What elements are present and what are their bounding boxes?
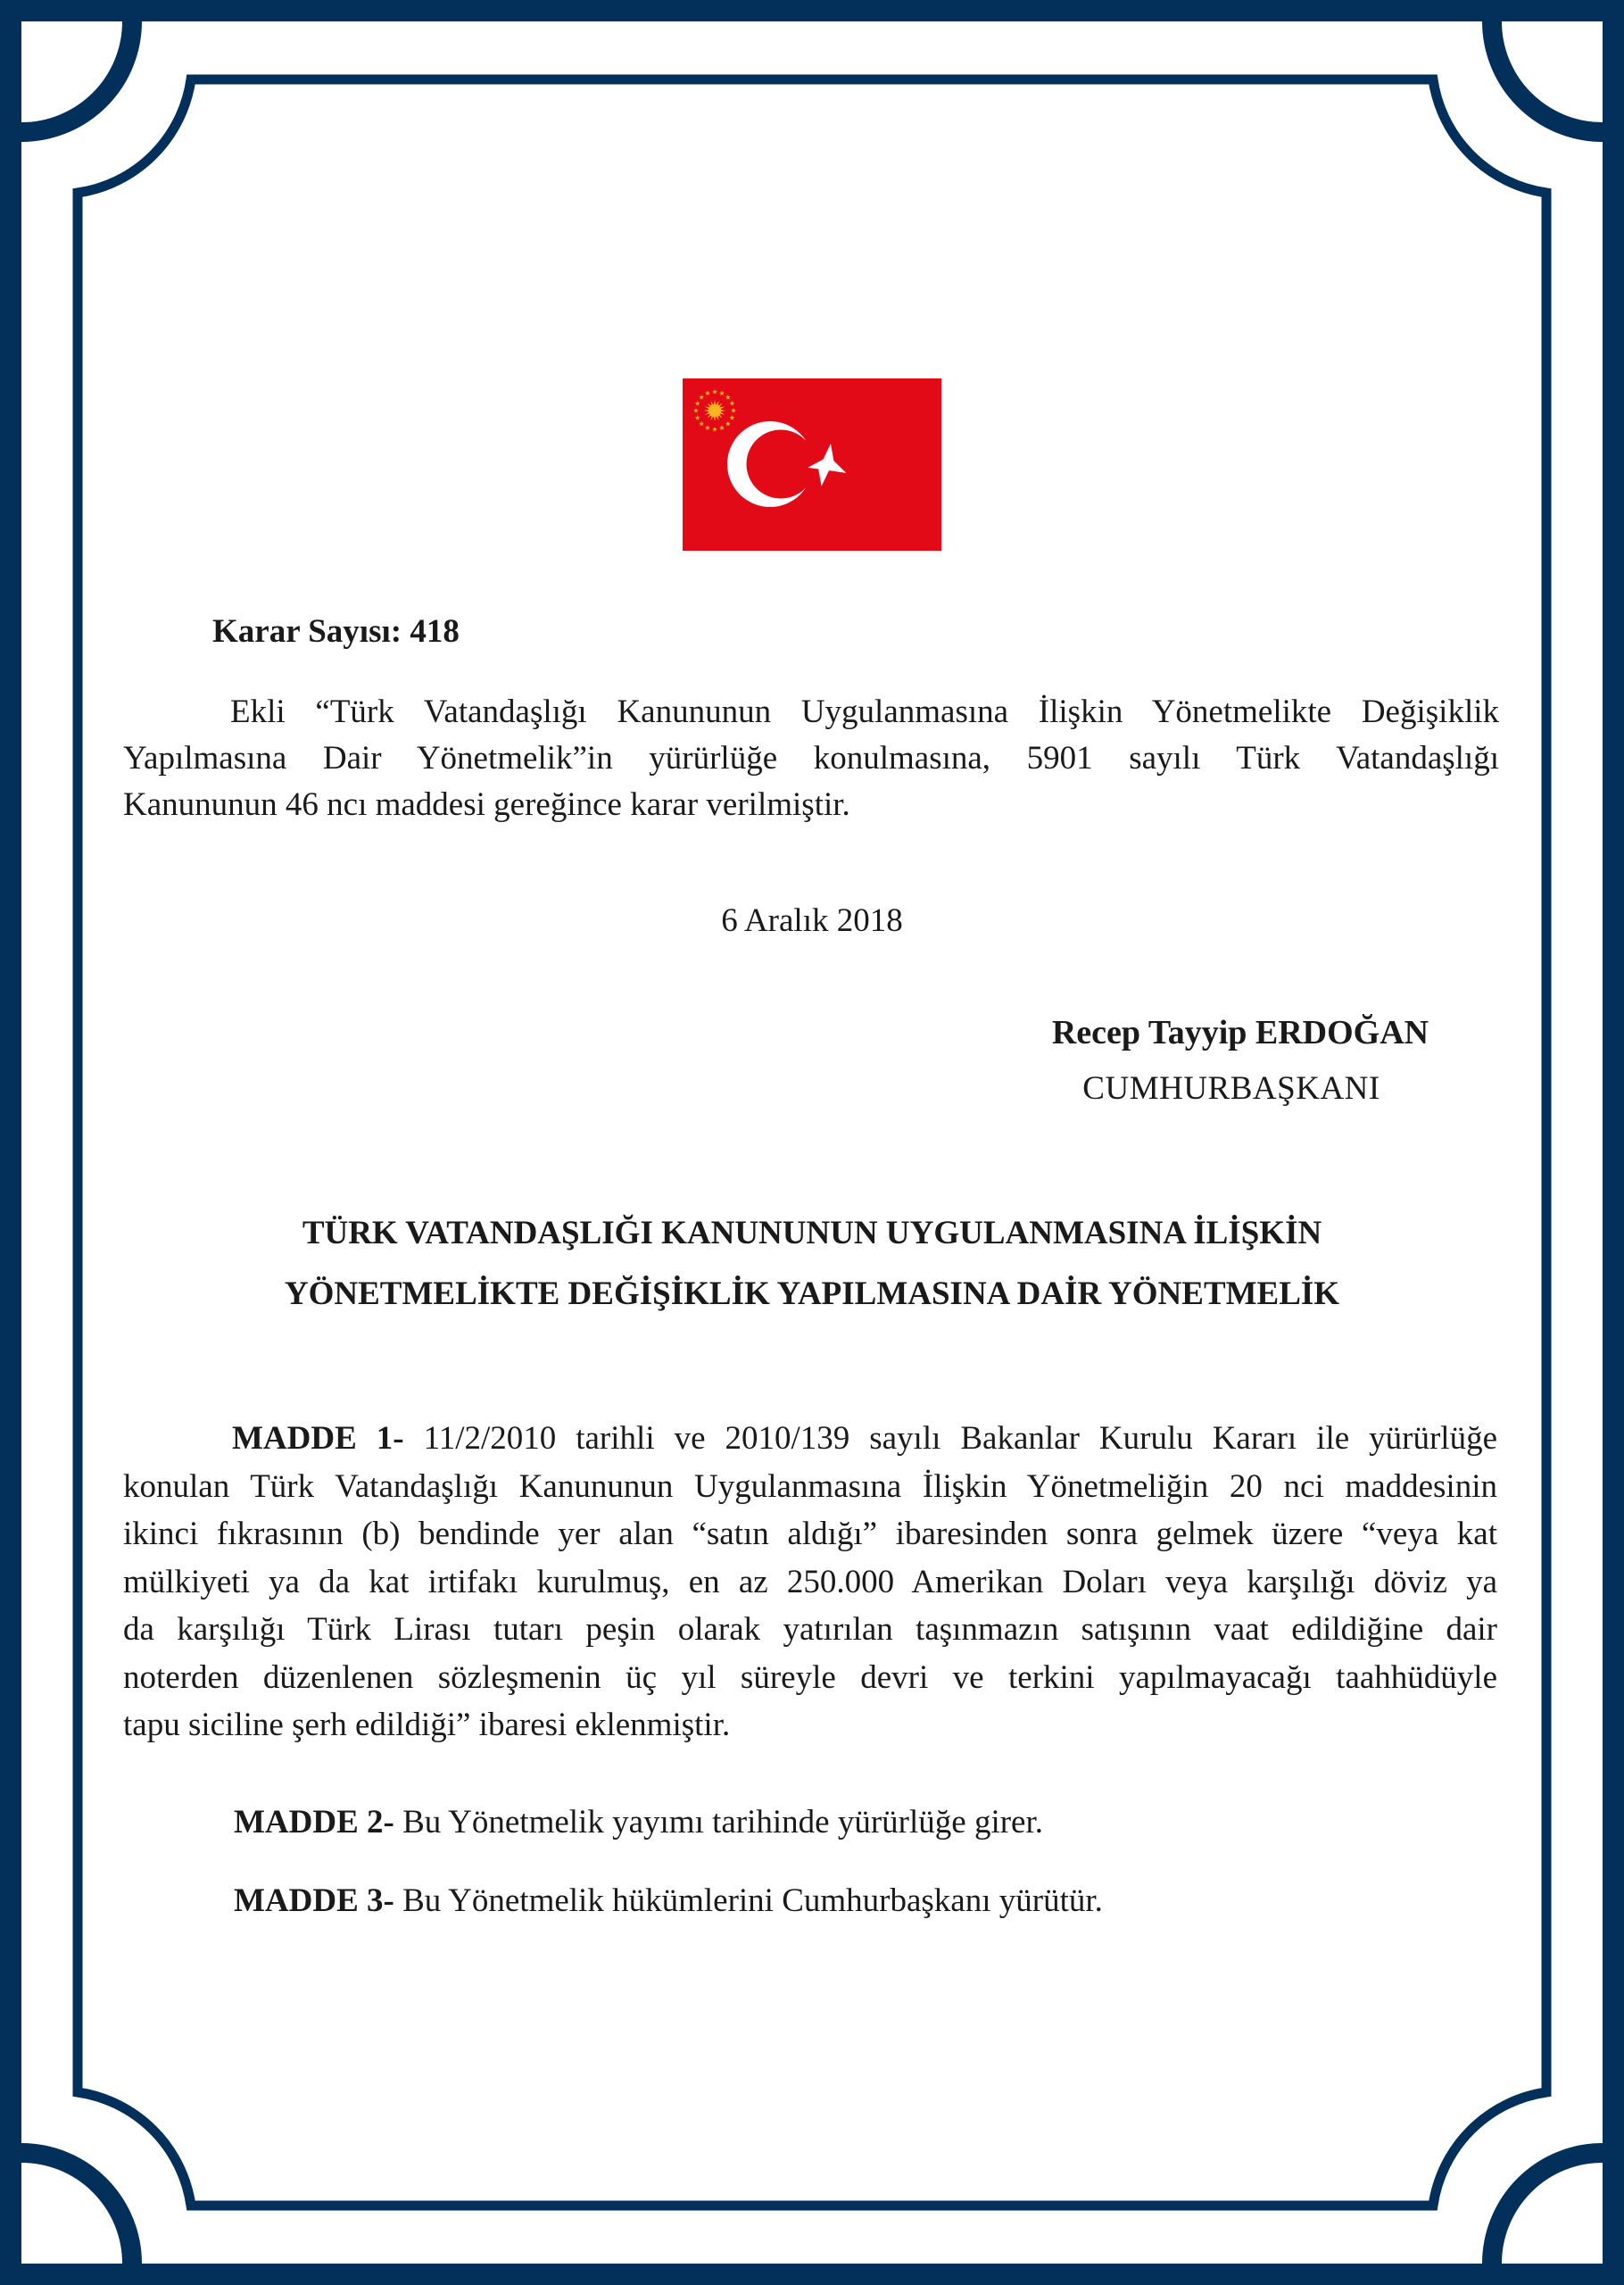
decision-number: Karar Sayısı: 418 bbox=[212, 613, 460, 650]
sun-disc bbox=[708, 404, 721, 417]
article-1-line: mülkiyeti ya da kat irtifakı kurulmuş, en az 250.000 Amerikan Doları veya karşılığı döviz ya bbox=[123, 1563, 1497, 1600]
article-1-line: ikinci fıkrasının (b) bendinde yer alan “satın aldığı” ibaresinden sonra gelmek üzere “veya kat bbox=[123, 1516, 1497, 1552]
presidential-flag-icon bbox=[683, 378, 941, 551]
article-1-line: MADDE 1- 11/2/2010 tarihli ve 2010/139 sayılı Bakanlar Kurulu Kararı ile yürürlüğe bbox=[232, 1420, 1497, 1457]
crescent-inner bbox=[747, 430, 816, 499]
corner-arc-bottom-left bbox=[21, 2153, 132, 2264]
article-2 bbox=[234, 1803, 1043, 1841]
intro-line: Kanununun 46 ncı maddesi gereğince karar verilmiştir. bbox=[123, 786, 850, 823]
corner-arc-bottom-right bbox=[1492, 2153, 1603, 2264]
intro-line: Yapılmasına Dair Yönetmelik”in yürürlüğe konulmasına, 5901 sayılı Türk Vatandaşlığı bbox=[123, 740, 1499, 777]
article-3 bbox=[234, 1882, 1103, 1920]
article-1-line: da karşılığı Türk Lirası tutarı peşin olarak yatırılan taşınmazın satışının vaat edildiğine dair bbox=[123, 1611, 1497, 1648]
signatory-name: Recep Tayyip ERDOĞAN bbox=[1051, 1014, 1429, 1051]
corner-arc-top-right bbox=[1492, 21, 1603, 132]
intro-line: Ekli “Türk Vatandaşlığı Kanununun Uygulanmasına İlişkin Yönetmelikte Değişiklik bbox=[230, 694, 1499, 730]
regulation-heading-line: YÖNETMELİKTE DEĞİŞİKLİK YAPILMASINA DAİR YÖNETMELİK bbox=[284, 1275, 1340, 1312]
article-2-label: MADDE 2- bbox=[234, 1804, 394, 1840]
article-1-line: konulan Türk Vatandaşlığı Kanununun Uygulanmasına İlişkin Yönetmeliğin 20 nci maddesinin bbox=[123, 1467, 1497, 1505]
article-1-line: tapu siciline şerh edildiği” ibaresi eklenmiştir. bbox=[123, 1707, 731, 1743]
article-1-label: MADDE 1- bbox=[232, 1420, 404, 1457]
article-2-text: Bu Yönetmelik yayımı tarihinde yürürlüğe girer. bbox=[402, 1804, 1043, 1840]
signatory-title: CUMHURBAŞKANI bbox=[1082, 1070, 1380, 1107]
article-3-label: MADDE 3- bbox=[234, 1882, 394, 1919]
article-1 bbox=[123, 1415, 1497, 1749]
corner-arc-top-left bbox=[21, 21, 132, 132]
outer-border bbox=[11, 11, 1613, 2274]
article-1-line: noterden düzenlenen sözleşmenin üç yıl süreyle devri ve terkini yapılmayacağı taahhüdüyle bbox=[123, 1658, 1497, 1696]
article-3-text: Bu Yönetmelik hükümlerini Cumhurbaşkanı yürütür. bbox=[402, 1882, 1103, 1919]
decision-date: 6 Aralık 2018 bbox=[721, 902, 903, 939]
intro-paragraph bbox=[123, 689, 1499, 828]
regulation-heading-line: TÜRK VATANDAŞLIĞI KANUNUNUN UYGULANMASINA İLİŞKİN bbox=[302, 1215, 1322, 1251]
